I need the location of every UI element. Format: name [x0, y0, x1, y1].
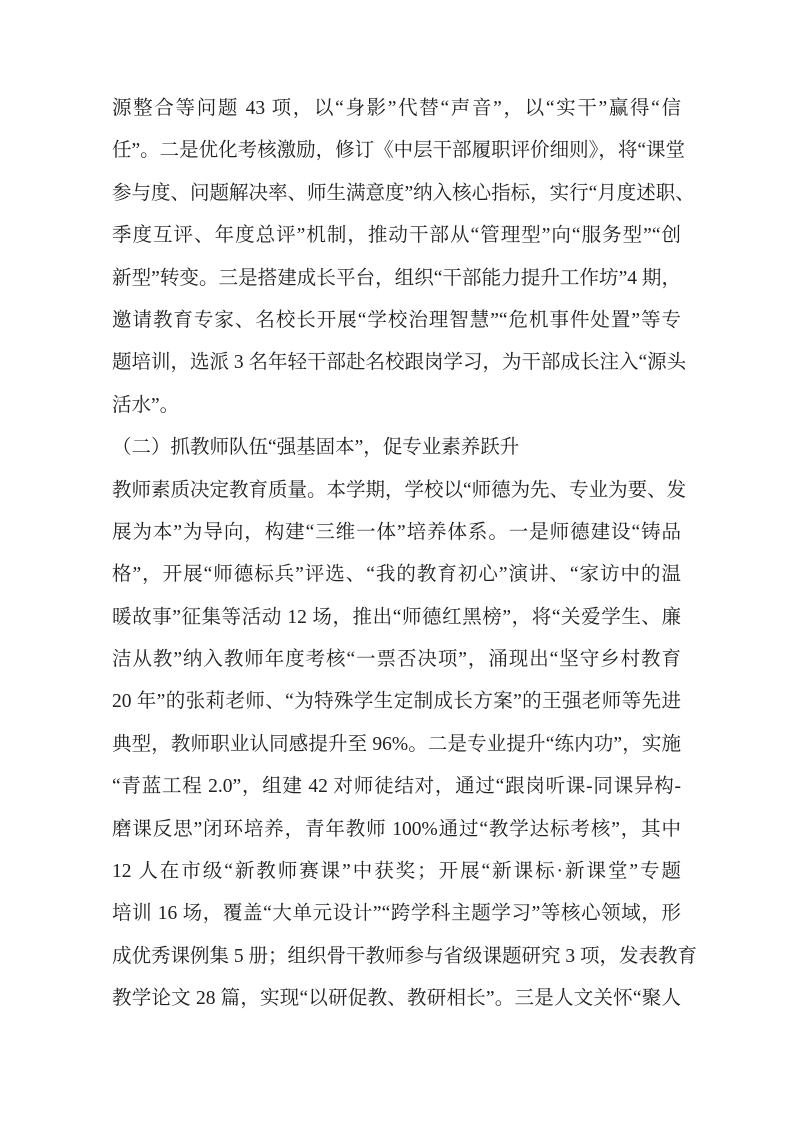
- text-line: 洁从教”纳入教师年度考核“一票否决项”，涌现出“坚守乡村教育: [112, 649, 681, 671]
- text-line: 磨课反思”闭环培养，青年教师 100%通过“教学达标考核”，其中: [112, 818, 681, 840]
- text-line: 任”。二是优化考核激励，修订《中层干部履职评价细则》，将“课堂: [112, 140, 686, 162]
- text-line: 12 人在市级“新教师赛课”中获奖；开展“新课标·新课堂”专题: [112, 861, 681, 883]
- text-line: “青蓝工程 2.0”，组建 42 对师徒结对，通过“跟岗听课-同课异构-: [112, 776, 681, 798]
- text-line: 暖故事”征集等活动 12 场，推出“师德红黑榜”，将“关爱学生、廉: [112, 606, 681, 628]
- text-line-paragraph-end: 活水”。: [112, 394, 180, 416]
- text-line: 典型，教师职业认同感提升至 96%。二是专业提升“练内功”，实施: [112, 733, 681, 755]
- text-line: 20 年”的张莉老师、“为特殊学生定制成长方案”的王强老师等先进: [112, 691, 681, 713]
- text-line: 展为本”为导向，构建“三维一体”培养体系。一是师德建设“铸品: [112, 521, 681, 543]
- text-line: 题培训，选派 3 名年轻干部赴名校跟岗学习，为干部成长注入“源头: [112, 352, 687, 374]
- text-line: 新型”转变。三是搭建成长平台，组织“干部能力提升工作坊”4 期，: [112, 267, 681, 289]
- text-line: 教师素质决定教育质量。本学期，学校以“师德为先、专业为要、发: [112, 479, 687, 501]
- text-line: 成优秀课例集 5 册；组织骨干教师参与省级课题研究 3 项，发表教育: [112, 945, 698, 967]
- text-line: 教学论文 28 篇，实现“以研促教、教研相长”。三是人文关怀“聚人: [112, 988, 681, 1010]
- section-heading: （二）抓教师队伍“强基固本”，促专业素养跃升: [112, 437, 520, 459]
- document-body: [112, 88, 698, 1021]
- text-line: 邀请教育专家、名校长开展“学校治理智慧”“危机事件处置”等专: [112, 309, 681, 331]
- text-line: 参与度、问题解决率、师生满意度”纳入核心指标，实行“月度述职、: [112, 182, 695, 204]
- text-line: 源整合等问题 43 项，以“身影”代替“声音”，以“实干”赢得“信: [112, 98, 681, 119]
- text-line: 季度互评、年度总评”机制，推动干部从“管理型”向“服务型”“创: [112, 225, 681, 247]
- text-line: 培训 16 场，覆盖“大单元设计”“跨学科主题学习”等核心领域，形: [112, 903, 681, 925]
- text-line: 格”，开展“师德标兵”评选、“我的教育初心”演讲、“家访中的温: [112, 564, 681, 586]
